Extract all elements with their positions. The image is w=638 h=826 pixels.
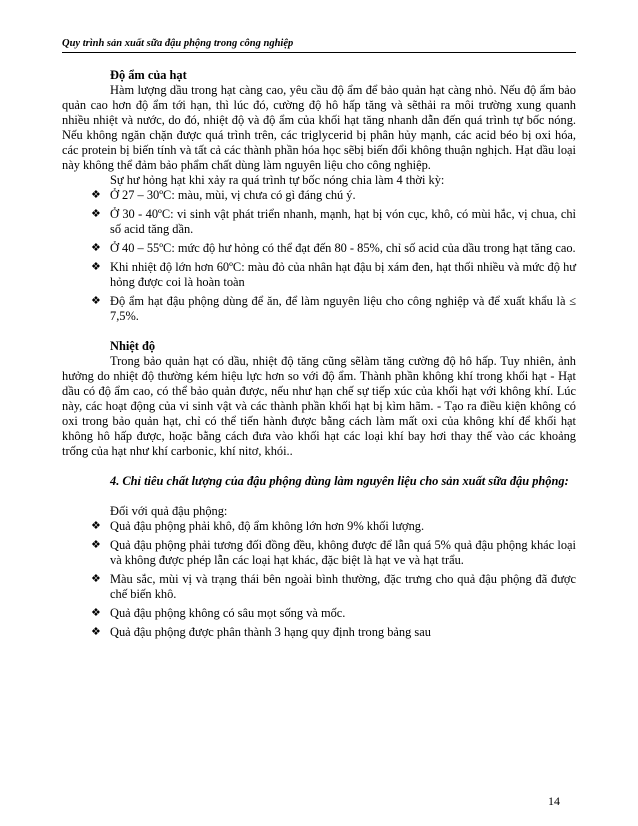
list-item-text: Ở 30 - 40ºC: vi sinh vật phát triển nhanh, mạnh, hạt bị vón cục, khô, có mùi hắc, vị chua, chỉ số acid tăng dần.: [110, 207, 576, 236]
list-item-text: Quả đậu phộng phải tương đối đồng đều, không được để lẫn quá 5% quả đậu phộng khác loại và không được phép lẫn các loại hạt khác, đặc biệt là hạt ve và hạt trẩu.: [110, 538, 576, 567]
list-item: [62, 241, 576, 256]
intro-thoi-ky: Sự hư hỏng hạt khi xảy ra quá trình tự bốc nóng chia làm 4 thời kỳ:: [110, 173, 445, 187]
spacer: [62, 459, 576, 474]
intro-qua-dau-phong: Đối với quả đậu phộng:: [110, 504, 228, 518]
list-item-text: Ở 40 – 55ºC: mức độ hư hỏng có thể đạt đến 80 - 85%, chỉ số acid của dầu trong hạt tăng cao.: [110, 241, 576, 255]
list-item: [62, 625, 576, 640]
running-header: Quy trình sản xuất sữa đậu phộng trong công nghiệp: [62, 38, 294, 49]
list-item-text: Ở 27 – 30ºC: màu, mùi, vị chưa có gì đáng chú ý.: [110, 188, 356, 202]
list-item: [62, 606, 576, 621]
list-item-text: Quả đậu phộng phải khô, độ ẩm không lớn hơn 9% khối lượng.: [110, 519, 425, 533]
list-thoi-ky: [62, 188, 576, 324]
list-item: [62, 207, 576, 237]
diamond-bullet-icon: ❖: [91, 295, 101, 307]
diamond-bullet-icon: ❖: [91, 261, 101, 273]
list-item: [62, 188, 576, 203]
diamond-bullet-icon: ❖: [91, 607, 101, 619]
list-item: [62, 519, 576, 534]
diamond-bullet-icon: ❖: [91, 208, 101, 220]
heading-nhiet-do: Nhiệt độ: [110, 339, 156, 353]
list-chi-tieu: [62, 519, 576, 640]
page-content: [62, 68, 576, 640]
paragraph-nhiet-do: Trong bảo quản hạt có dầu, nhiệt độ tăng cũng sẽlàm tăng cường độ hô hấp. Tuy nhiên, ảnh hưởng do nhiệt độ thường kém hiệu lực hơn so với độ ẩm. Thành phần không khí trong khối hạt - Hạt dầu có độ ẩm cao, có thể bảo quản được, nếu như hạn chế sự tiếp xúc của khối hạt với không khí. Lúc này, các hoạt động của vi sinh vật và các thành phần khối hạt bị kìm hãm. - Tạo ra điều kiện không có oxi trong bảo quản hạt, chỉ có thể tiến hành được bằng cách làm mất oxi của không khí để khối hạt không hô hấp được, hoặc bằng cách đưa vào khối hạt các loại khí bay hơi thay thế vào các khoảng trống của hạt như khí carbonic, khí nitơ, khói..: [62, 354, 576, 458]
list-item: [62, 538, 576, 568]
diamond-bullet-icon: ❖: [91, 189, 101, 201]
diamond-bullet-icon: ❖: [91, 520, 101, 532]
list-item-text: Màu sắc, mùi vị và trạng thái bên ngoài bình thường, đặc trưng cho quả đậu phộng đã được chế biến khô.: [110, 572, 576, 601]
list-item-text: Độ ẩm hạt đậu phộng dùng để ăn, để làm nguyên liệu cho công nghiệp và để xuất khẩu là ≤ 7,5%.: [110, 294, 576, 323]
diamond-bullet-icon: ❖: [91, 539, 101, 551]
list-item: [62, 294, 576, 324]
diamond-bullet-icon: ❖: [91, 626, 101, 638]
heading-chi-tieu: 4. Chỉ tiêu chất lượng của đậu phộng dùng làm nguyên liệu cho sản xuất sữa đậu phộng:: [110, 474, 569, 488]
list-item-text: Quả đậu phộng được phân thành 3 hạng quy định trong bảng sau: [110, 625, 431, 639]
diamond-bullet-icon: ❖: [91, 573, 101, 585]
spacer: [62, 324, 576, 339]
list-item-text: Quả đậu phộng không có sâu mọt sống và mốc.: [110, 606, 346, 620]
diamond-bullet-icon: ❖: [91, 242, 101, 254]
page-number: 14: [548, 794, 560, 808]
spacer: [62, 489, 576, 504]
header-rule: [62, 52, 576, 53]
paragraph-do-am: Hàm lượng dầu trong hạt càng cao, yêu cầu độ ẩm để bảo quản hạt càng nhỏ. Nếu độ ẩm bảo quản cao hơn độ ẩm tới hạn, thì lúc đó, cường độ hô hấp tăng và sẽthải ra môi trường xung quanh nhiều nhiệt và nước, do đó, nhiệt độ và độ ẩm của khối hạt tăng nhanh dẫn đến quá trình tự bốc nóng. Nếu không ngăn chặn được quá trình trên, các triglycerid bị phân hủy mạnh, các acid béo bị oxi hóa, các protein bị biến tính và tất cả các thành phần hóa học sẽbị biến đổi không thuận nghịch. Hạt dầu loại này không thể đảm bảo phẩm chất dùng làm nguyên liệu cho công nghiệp.: [62, 83, 576, 172]
list-item: [62, 260, 576, 290]
list-item-text: Khi nhiệt độ lớn hơn 60ºC: màu đỏ của nhân hạt đậu bị xám đen, hạt thối nhiều và mức độ hư hỏng được coi là hoàn toàn: [110, 260, 576, 289]
heading-do-am: Độ ẩm của hạt: [110, 68, 187, 82]
list-item: [62, 572, 576, 602]
